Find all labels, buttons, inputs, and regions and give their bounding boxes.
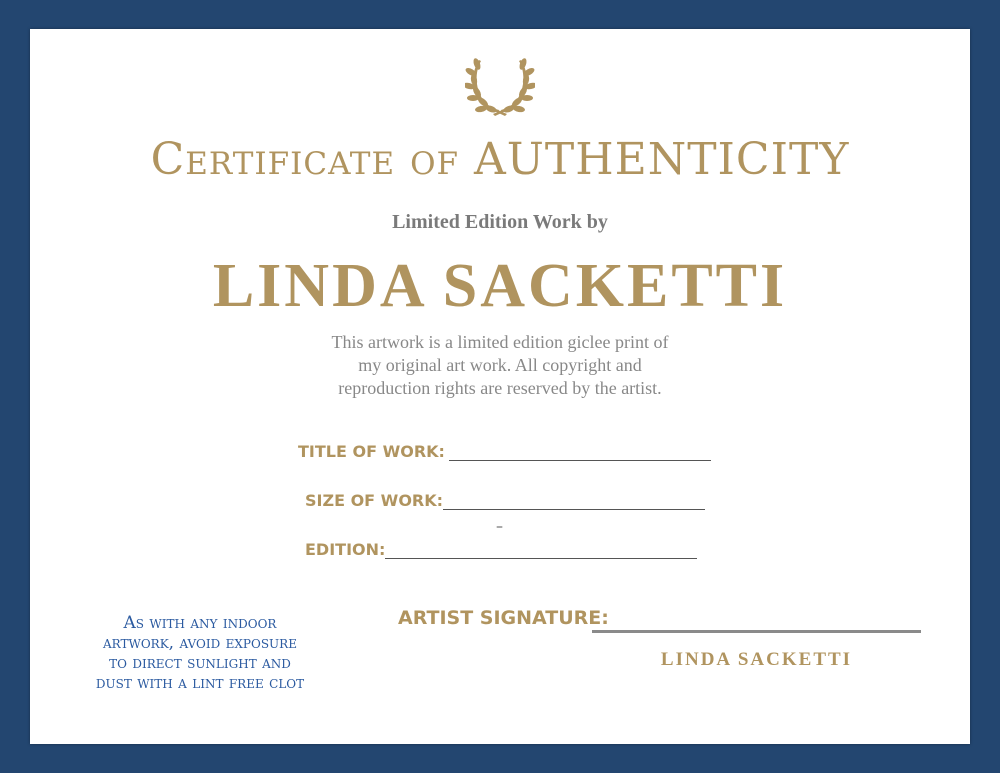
artist-signature-label: ARTIST SIGNATURE:	[398, 607, 609, 629]
description-line: my original art work. All copyright and	[358, 355, 642, 375]
title-of-work-blank-line	[449, 444, 711, 461]
certificate-title: Certificate of AUTHENTICITY	[150, 134, 850, 185]
certificate-sheet	[30, 29, 970, 744]
care-note-line: dust with a lint free clot	[95, 673, 305, 693]
title-of-work-field	[298, 442, 711, 461]
signature-printed-name: LINDA SACKETTI	[660, 649, 853, 670]
size-of-work-label: SIZE OF WORK:	[305, 491, 444, 510]
care-instructions-note	[70, 613, 330, 693]
description-line: This artwork is a limited edition giclee print of	[331, 332, 669, 352]
edition-dash: –	[496, 519, 503, 535]
care-note-line: to direct sunlight and	[109, 653, 291, 673]
signature-line	[592, 630, 921, 633]
certificate-description	[250, 331, 750, 400]
care-note-line: artwork, avoid exposure	[103, 633, 297, 653]
certificate-subtitle: Limited Edition Work by	[392, 211, 608, 233]
edition-field	[305, 540, 697, 559]
size-of-work-blank-line	[443, 493, 705, 510]
laurel-wreath-icon	[465, 54, 535, 118]
size-of-work-field	[305, 491, 705, 510]
artist-name-heading: LINDA SACKETTI	[212, 252, 788, 320]
description-line: reproduction rights are reserved by the artist.	[338, 378, 662, 398]
care-note-line: As with any indoor	[123, 613, 277, 633]
edition-blank-line	[385, 542, 697, 559]
title-of-work-label: TITLE OF WORK:	[298, 442, 445, 461]
edition-label: EDITION:	[305, 540, 386, 559]
